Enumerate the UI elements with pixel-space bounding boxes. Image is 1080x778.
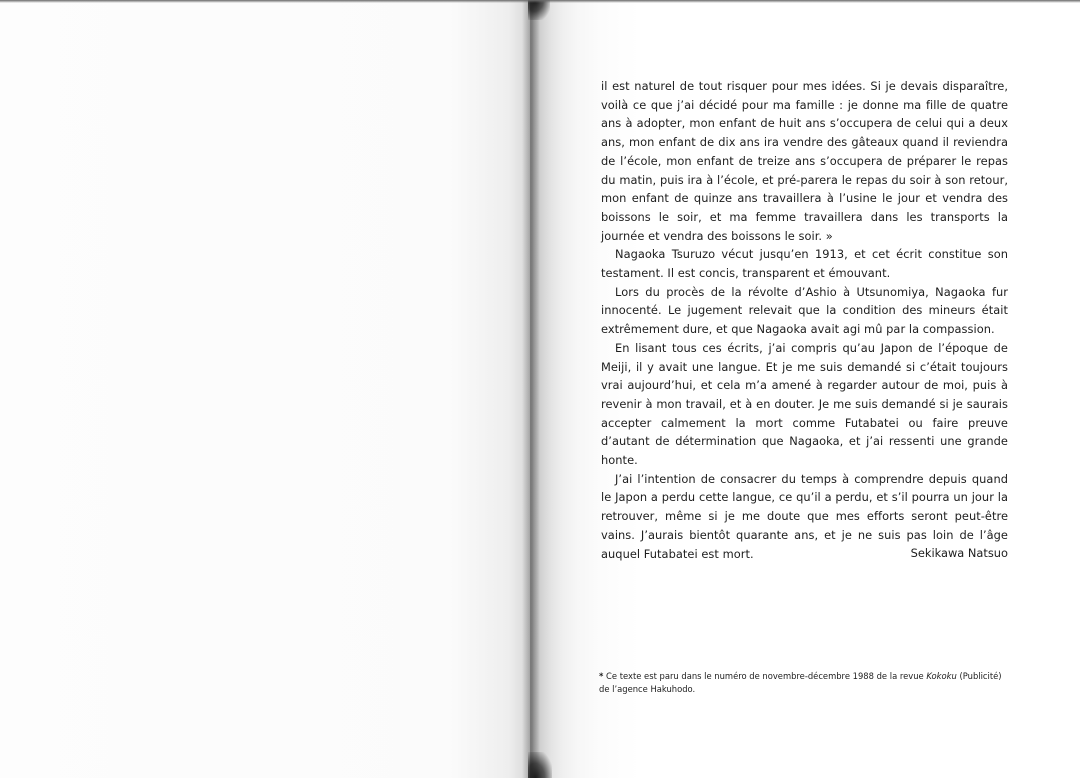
gutter-shadow-top	[528, 0, 550, 20]
paragraph-3: Lors du procès de la révolte d’Ashio à Utsunomiya, Nagaoka fur innocenté. Le jugement relevait que la condition des mineurs était extrêmement dure, et que Nagaoka avait agi mû par la compassion.	[601, 284, 1008, 337]
paragraph-5: J’ai l’intention de consacrer du temps à comprendre depuis quand le Japon a perdu cette langue, ce qu’il a perdu, et s’il pourra un jour la retrouver, même si je me doute que mes efforts seront peut-être vains. J’aurais bientôt quarante ans, et je ne suis pas loin de l’âge auquel Futabatei est mort.	[601, 471, 1008, 561]
book-gutter-shadow	[522, 0, 540, 778]
paragraph-1: il est naturel de tout risquer pour mes idées. Si je devais disparaître, voilà ce que j’ai décidé pour ma famille : je donne ma fille de quatre ans à adopter, mon enfant de huit ans s’occupera de celui qui a deux ans, mon enfant de dix ans ira vendre des gâteaux quand il reviendra de l’école, mon enfant de treize ans s’occupera de préparer le repas du matin, puis ira à l’école, et pré-parera le repas du soir à son retour, mon enfant de quinze ans travaillera à l’usine le jour et vendra des boissons le soir, et ma femme travaillera dans les transports la journée et vendra des boissons le soir. »	[601, 79, 1008, 243]
footnote-text-start: Ce texte est paru dans le numéro de novembre-décembre 1988 de la revue	[603, 671, 927, 681]
author-signature: Sekikawa Natsuo	[910, 546, 1008, 560]
footnote-text-end: (Publicité) de l’agence Hakuhodo.	[599, 671, 1002, 694]
gutter-shadow-bottom	[528, 752, 552, 778]
scan-top-edge	[0, 0, 1080, 3]
left-page-blank	[0, 0, 530, 778]
footnote	[599, 670, 1009, 695]
paragraph-2: Nagaoka Tsuruzo vécut jusqu’en 1913, et cet écrit constitue son testament. Il est concis, transparent et émouvant.	[601, 247, 1008, 281]
paragraph-4: En lisant tous ces écrits, j’ai compris qu’au Japon de l’époque de Meiji, il y avait une langue. Et je me suis demandé si c’était toujours vrai aujourd’hui, et cela m’a amené à regarder autour de moi, puis à revenir à mon travail, et à en douter. Je me suis demandé si je saurais accepter calmement la mort comme Futabatei ou faire preuve d’autant de détermination que Nagaoka, et j’ai ressenti une grande honte.	[601, 340, 1008, 468]
body-text	[601, 77, 1008, 563]
footnote-marker: *	[599, 671, 604, 681]
footnote-journal-title: Kokoku	[926, 671, 957, 681]
